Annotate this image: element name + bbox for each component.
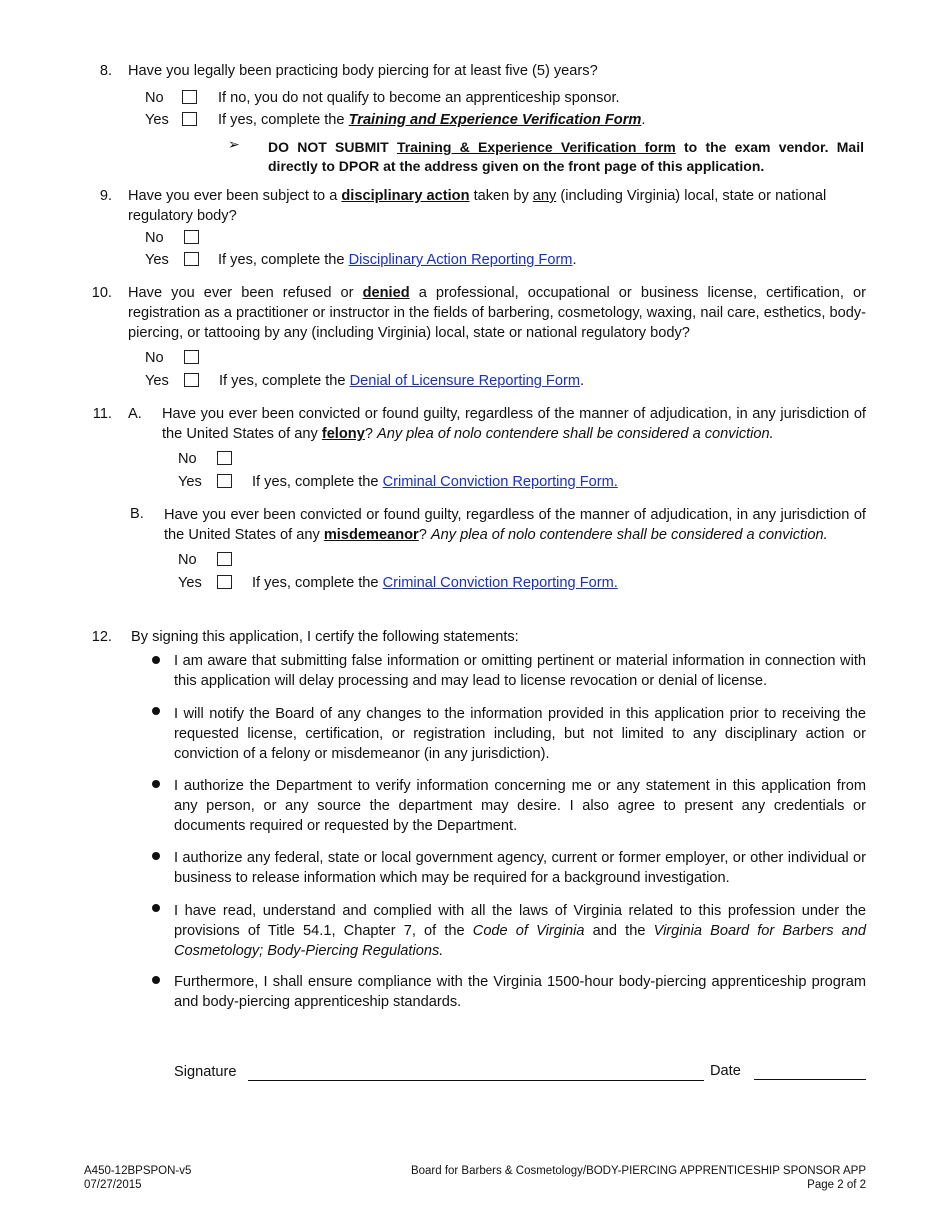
q11a-no-label: No — [178, 451, 197, 467]
q11a-q-c: ? — [364, 426, 377, 442]
signature-label: Signature — [174, 1064, 237, 1080]
denial-of-licensure-form-link[interactable]: Denial of Licensure Reporting Form — [349, 373, 580, 389]
q10-yes-prefix: If yes, complete the — [219, 373, 350, 389]
q12-b5-a: I have read, understand and complied with all the laws of Virginia related to this profession under the provisions of Title 54.1, Chapter 7, of the — [174, 903, 866, 939]
footer-form-date: 07/27/2015 — [84, 1179, 142, 1191]
q11b-yes-label: Yes — [178, 575, 202, 591]
q8-yes-form-name: Training and Experience Verification Form — [348, 112, 642, 128]
bullet-dot-icon — [152, 976, 160, 984]
q10-number: 10. — [91, 285, 112, 301]
bullet-dot-icon — [152, 904, 160, 912]
bullet-dot-icon — [152, 780, 160, 788]
q9-yes-prefix: If yes, complete the — [218, 252, 349, 268]
q11a-yes-prefix: If yes, complete the — [252, 474, 383, 490]
footer-page-number: Page 2 of 2 — [807, 1179, 866, 1191]
q12-statement-1: I am aware that submitting false information or omitting pertinent or material information in connection with this application will delay processing and may lead to license revocation or denial of license. — [174, 653, 866, 689]
q10-question — [128, 283, 866, 343]
q9-yes-text — [218, 250, 577, 270]
q11a-yes-text — [252, 472, 618, 492]
q12-b5-d: Virginia Board for Barbers and Cosmetology; Body-Piercing Regulations. — [174, 923, 866, 959]
footer-board-title: Board for Barbers & Cosmetology/BODY-PIERCING APPRENTICESHIP SPONSOR APP — [410, 1165, 866, 1177]
q8-no-checkbox[interactable] — [182, 90, 197, 104]
q8-note-lead: DO NOT SUBMIT — [268, 139, 397, 155]
q8-yes-prefix: If yes, complete the — [218, 112, 349, 128]
q10-yes-checkbox[interactable] — [184, 373, 199, 387]
q9-no-checkbox[interactable] — [184, 230, 199, 244]
q9-question — [128, 186, 866, 226]
q10-q-a: Have you ever been refused or — [128, 285, 363, 301]
q11b-yes-text — [252, 573, 618, 593]
q9-yes-label: Yes — [145, 252, 169, 268]
q8-number: 8. — [99, 63, 112, 79]
q8-yes-label: Yes — [145, 112, 169, 128]
q10-yes-suffix: . — [579, 373, 585, 389]
q11b-no-checkbox[interactable] — [217, 552, 232, 566]
q12-number: 12. — [91, 629, 112, 645]
date-label: Date — [710, 1063, 741, 1079]
q9-q-b: disciplinary action — [341, 188, 470, 204]
q9-number: 9. — [99, 188, 112, 204]
q8-question: Have you legally been practicing body piercing for at least five (5) years? — [128, 63, 598, 79]
q10-yes-text — [219, 371, 584, 391]
q12-b5-b: Code of Virginia — [472, 923, 585, 939]
q8-no-text: If no, you do not qualify to become an apprenticeship sponsor. — [218, 90, 620, 106]
q11b-letter: B. — [130, 506, 144, 522]
q12-intro: By signing this application, I certify the following statements: — [131, 629, 519, 645]
q11b-q-a: Have you ever been convicted or found guilty, regardless of the manner of adjudication, in any jurisdiction of the United States of any — [164, 507, 866, 543]
criminal-conviction-form-link-b[interactable]: Criminal Conviction Reporting Form. — [382, 575, 618, 591]
q11b-question — [164, 505, 866, 545]
q8-yes-suffix: . — [641, 112, 646, 128]
q8-no-label: No — [145, 90, 164, 106]
q8-note-form: Training & Experience Verification form — [396, 139, 676, 155]
q11a-question — [162, 404, 866, 444]
q8-note-rest: to the exam vendor. Mail directly to DPOR at the address given on the front page of this application. — [268, 139, 864, 174]
q11b-yes-prefix: If yes, complete the — [252, 575, 383, 591]
q11b-yes-checkbox[interactable] — [217, 575, 232, 589]
disciplinary-action-form-link[interactable]: Disciplinary Action Reporting Form — [348, 252, 573, 268]
q12-statement-4: I authorize any federal, state or local government agency, current or former employer, or other individual or business to release information which may be required for a background investigation. — [174, 850, 866, 886]
q11a-letter: A. — [128, 406, 142, 422]
q11-number: 11. — [92, 406, 112, 422]
q11b-q-d: Any plea of nolo contendere shall be considered a conviction. — [430, 527, 828, 543]
q11b-q-b: misdemeanor — [323, 527, 419, 543]
q12-statement-5 — [174, 901, 866, 961]
q9-q-d: any — [532, 188, 557, 204]
q9-q-c: taken by — [469, 188, 533, 204]
q9-yes-suffix: . — [572, 252, 577, 268]
q8-yes-text — [218, 110, 645, 130]
q8-yes-checkbox[interactable] — [182, 112, 197, 126]
q9-yes-checkbox[interactable] — [184, 252, 199, 266]
bullet-dot-icon — [152, 656, 160, 664]
q12-statement-2: I will notify the Board of any changes to the information provided in this application prior to receiving the requested license, certification, or registration including, but not limited to any disciplinary action or conviction of a felony or misdemeanor (in any jurisdiction). — [174, 706, 866, 762]
q10-q-b: denied — [362, 285, 410, 301]
q11a-no-checkbox[interactable] — [217, 451, 232, 465]
q11a-yes-checkbox[interactable] — [217, 474, 232, 488]
q11a-q-b: felony — [321, 426, 365, 442]
q10-no-checkbox[interactable] — [184, 350, 199, 364]
q12-statement-6: Furthermore, I shall ensure compliance with the Virginia 1500-hour body-piercing apprenticeship program and body-piercing apprenticeship standards. — [174, 974, 866, 1010]
q11a-q-a: Have you ever been convicted or found guilty, regardless of the manner of adjudication, in any jurisdiction of the United States of any — [162, 406, 866, 442]
q11b-q-c: ? — [418, 527, 431, 543]
signature-line[interactable] — [248, 1080, 704, 1081]
q10-no-label: No — [145, 350, 164, 366]
q8-note — [268, 138, 864, 176]
date-line[interactable] — [754, 1079, 866, 1080]
bullet-dot-icon — [152, 707, 160, 715]
q9-no-label: No — [145, 230, 164, 246]
footer-form-code: A450-12BPSPON-v5 — [84, 1165, 192, 1177]
q11a-q-d: Any plea of nolo contendere shall be considered a conviction. — [376, 426, 774, 442]
criminal-conviction-form-link-a[interactable]: Criminal Conviction Reporting Form. — [382, 474, 618, 490]
q12-b5-c: and the — [584, 923, 654, 939]
q11a-yes-label: Yes — [178, 474, 202, 490]
bullet-dot-icon — [152, 852, 160, 860]
q9-q-a: Have you ever been subject to a — [128, 188, 342, 204]
q10-q-c: a professional, occupational or business license, certification, or registration as a practitioner or instructor in the fields of barbering, cosmetology, waxing, nail care, esthetics, body-piercing, or tattooing by any (including Virginia) local, state or national regulatory body? — [128, 285, 866, 341]
q9-q-e: (including Virginia) local, state or national regulatory body? — [128, 188, 827, 224]
q11b-no-label: No — [178, 552, 197, 568]
q12-statement-3: I authorize the Department to verify information concerning me or any statement in this application from any person, or any source the department may desire. I also agree to present any credentials or documents required or requested by the Department. — [174, 778, 866, 834]
arrow-bullet-icon: ➢ — [228, 137, 240, 153]
q10-yes-label: Yes — [145, 373, 169, 389]
